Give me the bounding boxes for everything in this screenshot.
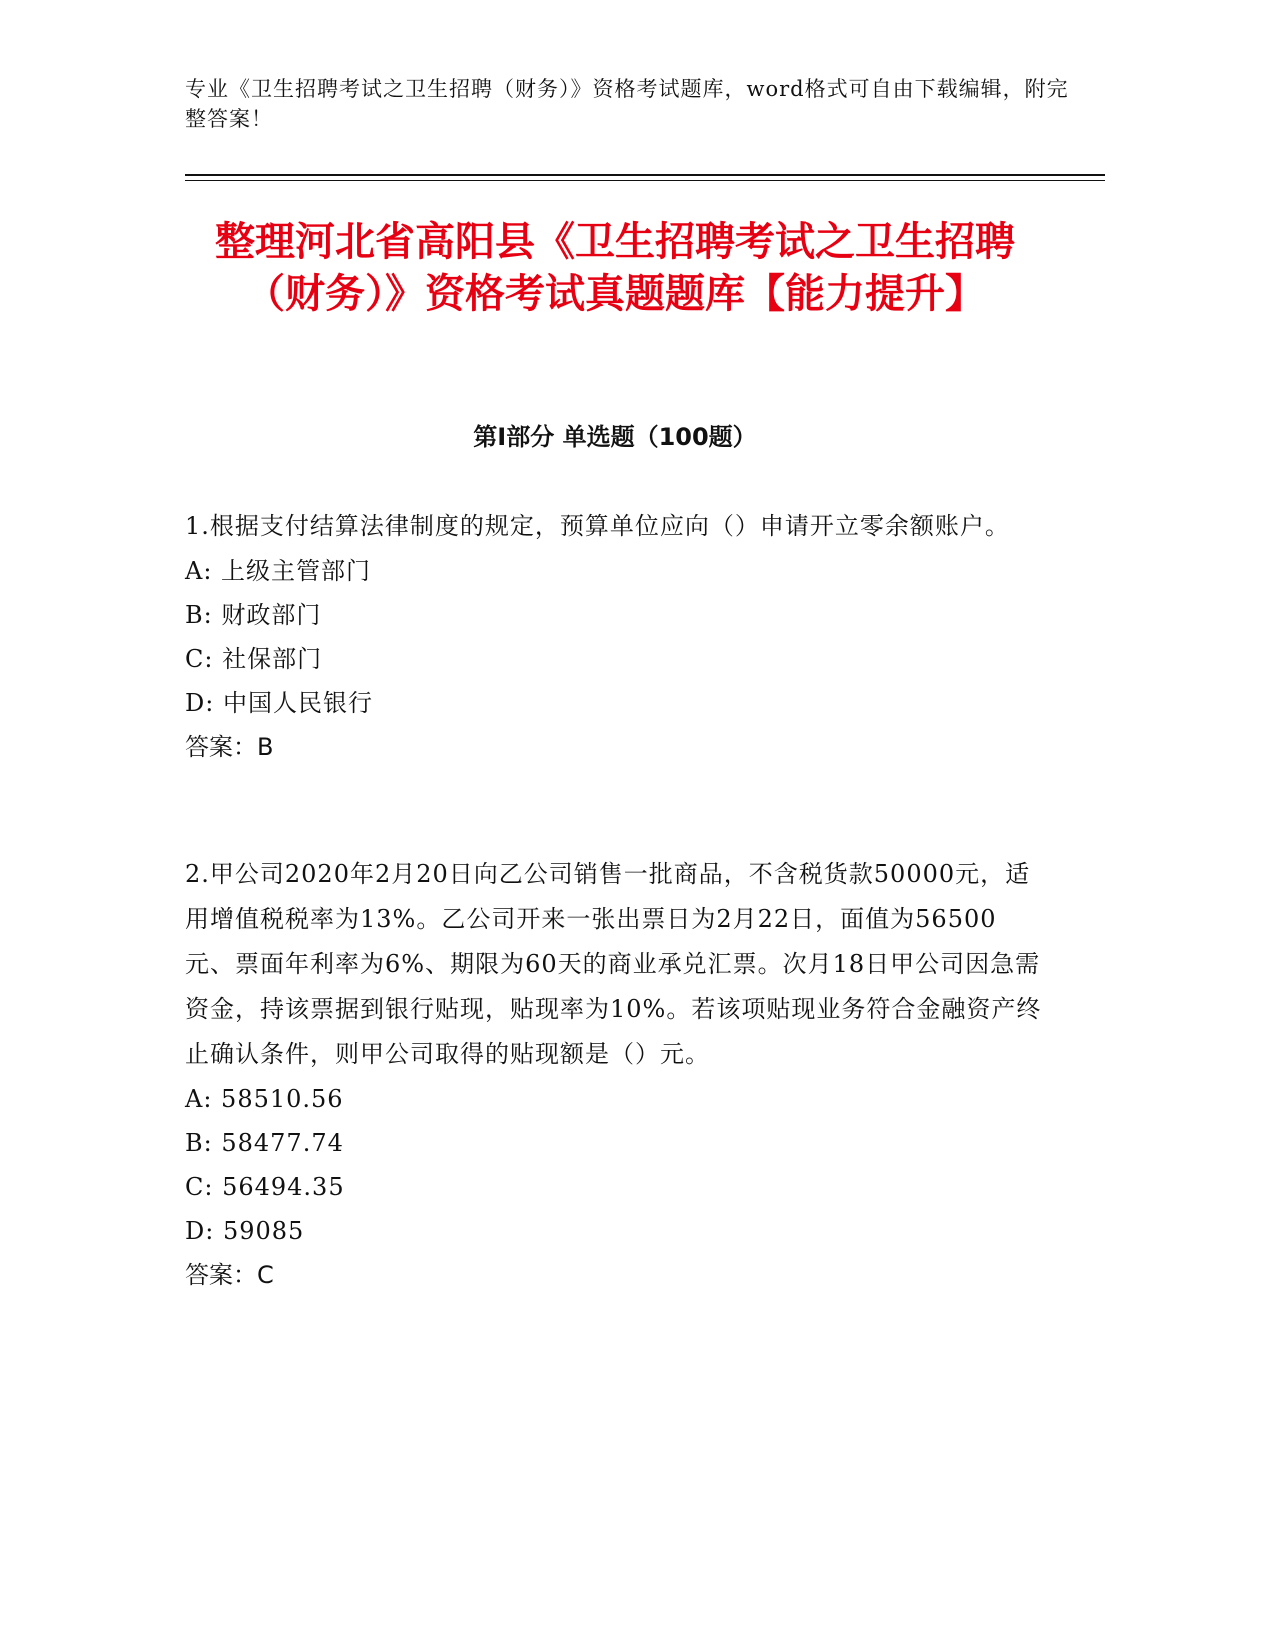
question-2 xyxy=(185,852,1045,1297)
question-1 xyxy=(185,504,1045,769)
header-rule-thin xyxy=(185,180,1105,181)
question-stem: 2.甲公司2020年2月20日向乙公司销售一批商品，不含税货款50000元，适用增值税税率为13%。乙公司开来一张出票日为2月22日，面值为56500元、票面年利率为6%、期限为60天的商业承兑汇票。次月18日甲公司因急需资金，持该票据到银行贴现，贴现率为10%。若该项贴现业务符合金融资产终止确认条件，则甲公司取得的贴现额是（）元。 xyxy=(185,860,1042,1068)
document-title: 整理河北省高阳县《卫生招聘考试之卫生招聘（财务）》资格考试真题题库【能力提升】 xyxy=(215,219,1015,317)
header-note: 专业《卫生招聘考试之卫生招聘（财务）》资格考试题库，word格式可自由下载编辑，附完整答案！ xyxy=(185,77,1069,131)
option-c: C: 社保部门 xyxy=(185,645,323,673)
answer: 答案：C xyxy=(185,1261,274,1289)
header-rule-thick xyxy=(185,174,1105,176)
option-c: C: 56494.35 xyxy=(185,1173,345,1201)
option-b: B: 58477.74 xyxy=(185,1129,344,1157)
option-a: A: 58510.56 xyxy=(185,1085,344,1113)
question-stem: 1.根据支付结算法律制度的规定，预算单位应向（）申请开立零余额账户。 xyxy=(185,512,1010,540)
option-d: D: 59085 xyxy=(185,1217,305,1245)
section-heading: 第I部分 单选题（100题） xyxy=(473,423,757,451)
option-d: D: 中国人民银行 xyxy=(185,689,373,717)
answer: 答案：B xyxy=(185,733,274,761)
option-a: A: 上级主管部门 xyxy=(185,557,372,585)
option-b: B: 财政部门 xyxy=(185,601,322,629)
